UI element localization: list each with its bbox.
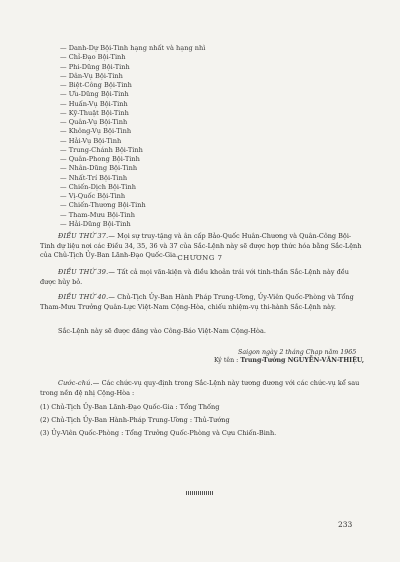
- signature-name: Trung-Tướng NGUYỄN-VĂN-THIỆU,: [240, 357, 365, 364]
- footnote-item-2: (2) Chủ-Tịch Ủy-Ban Hành-Pháp Trung-Ương : Thủ-Tướng: [40, 416, 230, 424]
- article-40: [40, 293, 362, 312]
- list-item: — Chiến-Dịch Bội-Tinh: [60, 182, 136, 191]
- list-item: — Hải-Dũng Bội-Tinh: [60, 219, 131, 228]
- list-item: — Danh-Dự Bội-Tinh hạng nhất và hạng nhì: [60, 44, 206, 52]
- chapter-heading: CHƯƠNG 7: [177, 254, 223, 262]
- footnote-item-1: (1) Chủ-Tịch Ủy-Ban Lãnh-Đạo Quốc-Gia : Tổng Thống: [40, 403, 220, 411]
- footnote-item-3: (3) Ủy-Viên Quốc-Phòng : Tổng Trưởng Quốc-Phòng và Cựu Chiến-Binh.: [40, 429, 277, 437]
- list-item: — Hải-Vụ Bội-Tinh: [60, 136, 122, 145]
- publication-note: Sắc-Lệnh này sẽ được đăng vào Công-Báo Việt-Nam Cộng-Hòa.: [58, 327, 266, 335]
- list-item: — Nhân-Dũng Bội-Tinh: [60, 164, 138, 173]
- article-37-label: ĐIỀU THỨ 37.—: [58, 232, 116, 240]
- section-divider: [186, 491, 214, 495]
- decoration-list: [60, 44, 205, 229]
- footnote-text: Các chức-vụ quy-định trong Sắc-Lệnh này tương đương với các chức-vụ kể sau trong nền đệ nhị Cộng-Hòa :: [40, 379, 360, 397]
- list-item: — Không-Vụ Bội-Tinh: [60, 127, 132, 136]
- signature-date: Saigon ngày 2 tháng Chạp năm 1965: [238, 349, 357, 356]
- list-item: — Ưu-Dũng Bội-Tinh: [60, 90, 129, 99]
- list-item: — Tham-Mưu Bội-Tinh: [60, 210, 136, 219]
- article-40-label: ĐIỀU THỨ 40.—: [58, 293, 116, 301]
- list-item: — Chiến-Thương Bội-Tinh: [60, 201, 146, 210]
- list-item: — Nhất-Trí Bội-Tinh: [60, 173, 128, 182]
- list-item: — Quân-Vụ Bội-Tinh: [60, 118, 128, 126]
- footnote: [40, 379, 362, 398]
- list-item: — Kỹ-Thuật Bội-Tinh: [60, 108, 129, 117]
- list-item: — Vị-Quốc Bội-Tinh: [60, 192, 126, 200]
- article-39: [40, 268, 362, 287]
- list-item: — Quân-Phong Bội-Tinh: [60, 155, 140, 163]
- list-item: — Huấn-Vụ Bội-Tinh: [60, 99, 128, 108]
- list-item: — Biệt-Công Bội-Tinh: [60, 81, 132, 89]
- list-item: — Chỉ-Đạo Bội-Tinh: [60, 53, 126, 62]
- article-40-text: Chủ-Tịch Ủy-Ban Hành Pháp Trung-Ương, Ủy-Viên Quốc-Phòng và Tổng Tham-Mưu Trưởng Quân-Lực Việt-Nam Cộng-Hòa, chiếu nhiệm-vụ thi-hành Sắc-Lệnh này.: [40, 293, 354, 311]
- article-39-text: Tất cả mọi văn-kiện và điều khoản trái với tinh-thần Sắc-Lệnh này đều được hủy bỏ.: [40, 268, 349, 286]
- signature-block: [214, 356, 374, 365]
- signature-prefix: Ký tên :: [214, 357, 241, 364]
- list-item: — Phi-Dũng Bội-Tinh: [60, 62, 130, 71]
- list-item: — Dân-Vụ Bội-Tinh: [60, 71, 123, 80]
- article-37-text: Mọi sự truy-tặng và ân cấp Bảo-Quốc Huân-Chương và Quân-Công Bội-Tinh dự liệu nơi các Điều 34, 35, 36 và 37 của Sắc-Lệnh này sẽ được hợp thức hóa bằng Sắc-Lệnh của Chủ-Tịch Ủy-Ban Lãnh-Đạo Quốc-Gia.: [40, 232, 362, 259]
- page-number: 233: [338, 520, 353, 529]
- article-39-label: ĐIỀU THỨ 39.—: [58, 268, 116, 276]
- footnote-label: Cước-chú.—: [58, 379, 100, 387]
- list-item: — Trung-Chánh Bội-Tinh: [60, 145, 143, 154]
